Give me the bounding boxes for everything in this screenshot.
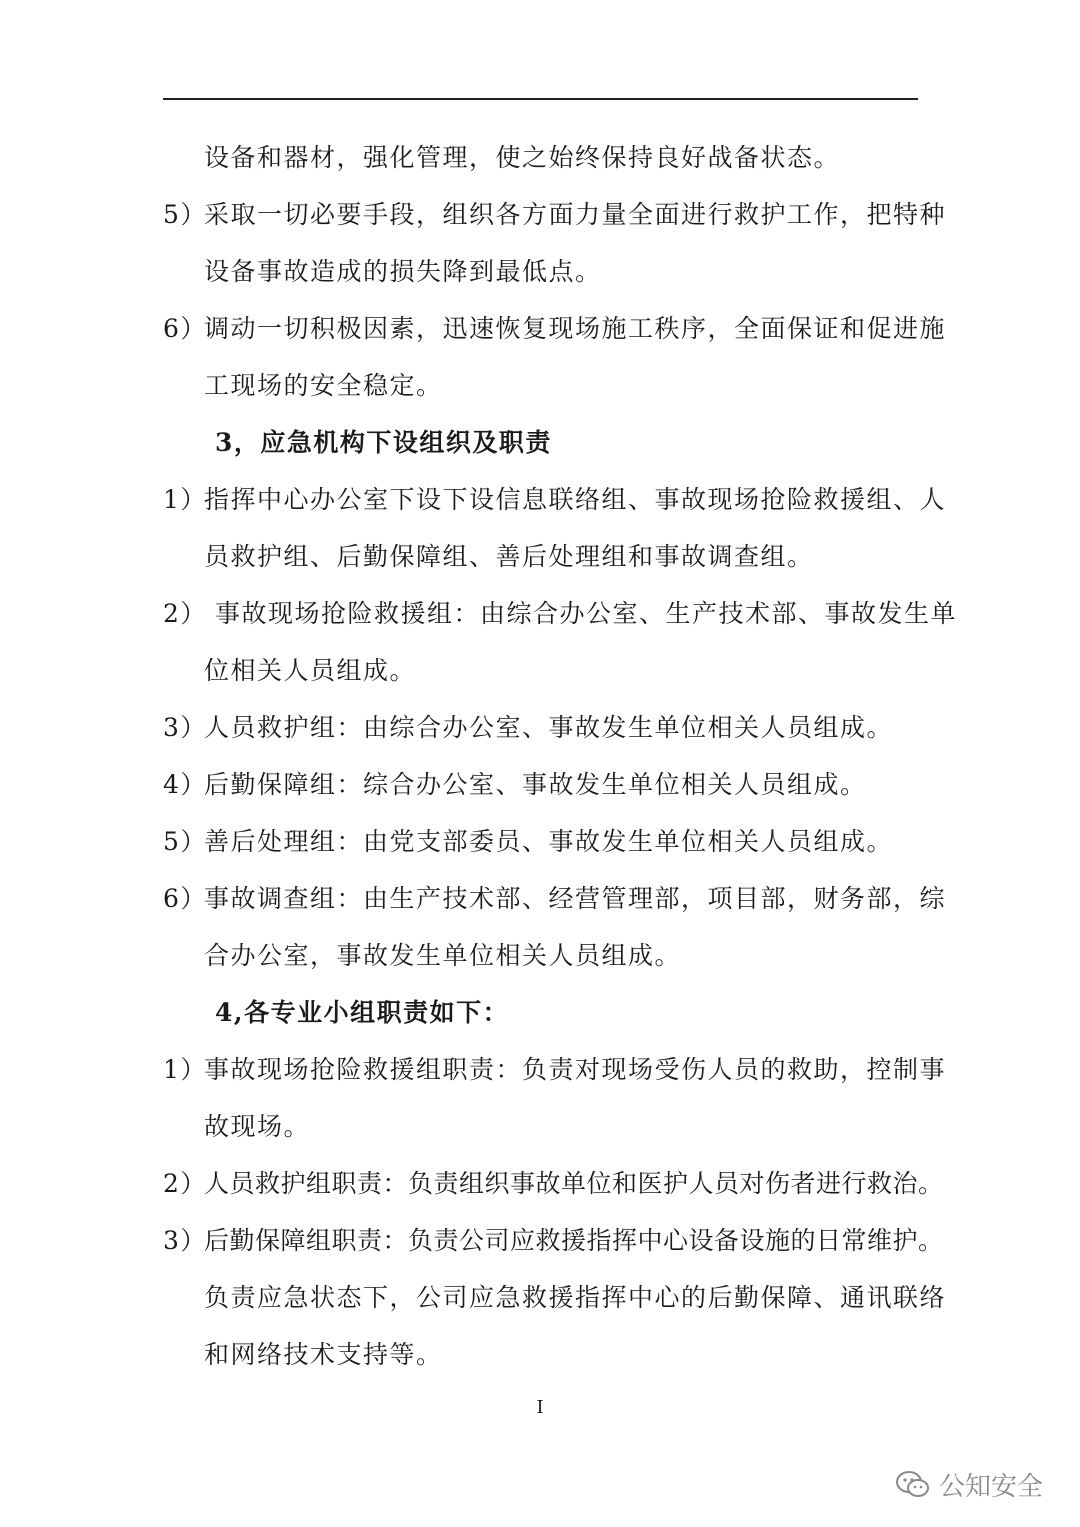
text-line: 人员救护组职责：负责组织事故单位和医护人员对伤者进行救治。 xyxy=(204,1169,944,1198)
watermark-text: 公知安全 xyxy=(939,1472,1044,1502)
list-number: 2） xyxy=(163,1169,207,1198)
list-number: 2） xyxy=(163,599,207,628)
list-number: 4） xyxy=(163,770,207,799)
text-line: 指挥中心办公室下设下设信息联络组、事故现场抢险救援组、人 xyxy=(204,485,947,514)
wechat-icon xyxy=(895,1470,931,1500)
watermark xyxy=(895,1466,1043,1503)
list-number: 5） xyxy=(163,200,207,229)
text-line: 善后处理组：由党支部委员、事故发生单位相关人员组成。 xyxy=(204,827,894,856)
list-number: 1） xyxy=(163,485,207,514)
page-number: I xyxy=(536,1397,544,1418)
text-line: 设备事故造成的损失降到最低点。 xyxy=(204,257,602,286)
text-line: 采取一切必要手段，组织各方面力量全面进行救护工作，把特种 xyxy=(204,200,947,229)
text-line: 设备和器材，强化管理，使之始终保持良好战备状态。 xyxy=(204,143,841,172)
list-number: 1） xyxy=(163,1055,207,1084)
text-line: 事故现场抢险救援组：由综合办公室、生产技术部、事故发生单 xyxy=(215,599,958,628)
text-line: 事故现场抢险救援组职责：负责对现场受伤人员的救助，控制事 xyxy=(204,1055,947,1084)
text-line: 位相关人员组成。 xyxy=(204,656,417,685)
header-rule xyxy=(163,98,918,100)
text-line: 员救护组、后勤保障组、善后处理组和事故调查组。 xyxy=(204,542,814,571)
list-number: 5） xyxy=(163,827,207,856)
list-number: 6） xyxy=(163,314,207,343)
text-line: 故现场。 xyxy=(204,1112,311,1141)
section-heading: 4,各专业小组职责如下： xyxy=(215,998,510,1027)
text-line: 后勤保障组职责：负责公司应救援指挥中心设备设施的日常维护。 xyxy=(204,1226,944,1255)
list-number: 6） xyxy=(163,884,207,913)
text-line: 和网络技术支持等。 xyxy=(204,1340,443,1369)
text-line: 工现场的安全稳定。 xyxy=(204,371,443,400)
list-number: 3） xyxy=(163,713,207,742)
section-heading: 3，应急机构下设组织及职责 xyxy=(215,428,552,457)
text-line: 事故调查组：由生产技术部、经营管理部，项目部，财务部，综 xyxy=(204,884,947,913)
text-line: 合办公室，事故发生单位相关人员组成。 xyxy=(204,941,682,970)
text-line: 负责应急状态下，公司应急救援指挥中心的后勤保障、通讯联络 xyxy=(204,1283,947,1312)
text-line: 调动一切积极因素，迅速恢复现场施工秩序，全面保证和促进施 xyxy=(204,314,947,343)
text-line: 后勤保障组：综合办公室、事故发生单位相关人员组成。 xyxy=(204,770,867,799)
list-number: 3） xyxy=(163,1226,207,1255)
text-line: 人员救护组：由综合办公室、事故发生单位相关人员组成。 xyxy=(204,713,894,742)
